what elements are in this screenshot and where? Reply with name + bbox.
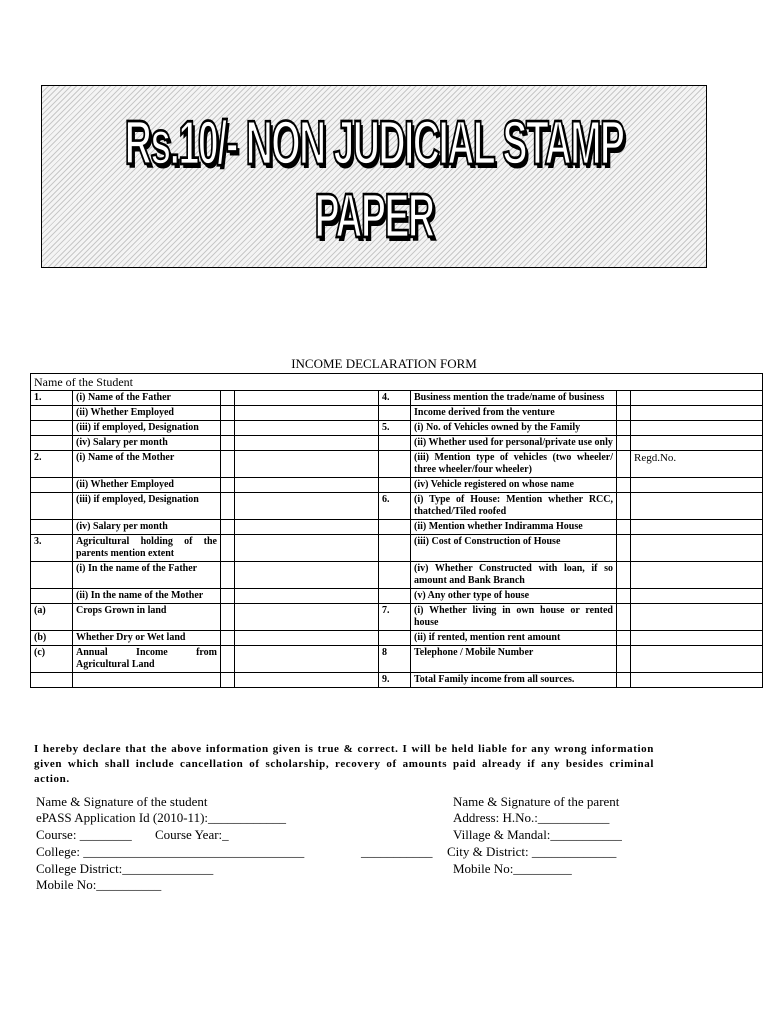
- left-item-number: [31, 493, 73, 520]
- right-answer-box[interactable]: [617, 406, 631, 421]
- right-item-label: (ii) Mention whether Indiramma House: [411, 520, 617, 535]
- right-answer-value[interactable]: [631, 493, 763, 520]
- parent-mobile-field: Mobile No:_________: [453, 861, 572, 876]
- left-answer-value[interactable]: [235, 589, 379, 604]
- right-answer-box[interactable]: [617, 391, 631, 406]
- form-row: [31, 520, 763, 535]
- right-item-number: [379, 631, 411, 646]
- right-answer-box[interactable]: [617, 589, 631, 604]
- right-item-number: [379, 406, 411, 421]
- right-item-number: 7.: [379, 604, 411, 631]
- right-answer-box[interactable]: [617, 478, 631, 493]
- left-answer-box[interactable]: [221, 646, 235, 673]
- right-item-number: 8: [379, 646, 411, 673]
- right-answer-value[interactable]: [631, 436, 763, 451]
- left-answer-box[interactable]: [221, 436, 235, 451]
- left-answer-box[interactable]: [221, 562, 235, 589]
- left-item-number: [31, 589, 73, 604]
- parent-address-field: Address: H.No.:___________: [453, 810, 610, 825]
- right-answer-value[interactable]: [631, 604, 763, 631]
- right-item-label: Business mention the trade/name of business: [411, 391, 617, 406]
- right-answer-value[interactable]: [631, 673, 763, 688]
- left-item-label: (iii) if employed, Designation: [73, 493, 221, 520]
- right-item-label: (iii) Cost of Construction of House: [411, 535, 617, 562]
- right-answer-box[interactable]: [617, 493, 631, 520]
- left-answer-box[interactable]: [221, 535, 235, 562]
- left-answer-box[interactable]: [221, 631, 235, 646]
- right-item-number: [379, 436, 411, 451]
- right-item-number: 5.: [379, 421, 411, 436]
- course-field: Course: ________: [36, 827, 132, 842]
- left-answer-box[interactable]: [221, 589, 235, 604]
- form-row: [31, 589, 763, 604]
- right-answer-value[interactable]: [631, 421, 763, 436]
- student-name-row: [31, 374, 763, 391]
- right-item-number: [379, 535, 411, 562]
- right-answer-value[interactable]: [631, 646, 763, 673]
- income-declaration-table: [30, 373, 763, 688]
- right-item-label: Total Family income from all sources.: [411, 673, 617, 688]
- form-title: INCOME DECLARATION FORM: [291, 356, 477, 371]
- village-mandal-field: Village & Mandal:___________: [453, 827, 622, 842]
- left-item-label: (iii) if employed, Designation: [73, 421, 221, 436]
- right-answer-box[interactable]: [617, 436, 631, 451]
- student-signature-label: Name & Signature of the student: [36, 794, 208, 809]
- right-item-label: (iii) Mention type of vehicles (two wheeler/ three wheeler/four wheeler): [411, 451, 617, 478]
- left-item-number: [31, 406, 73, 421]
- right-item-number: [379, 562, 411, 589]
- right-item-label: Income derived from the venture: [411, 406, 617, 421]
- form-row: [31, 604, 763, 631]
- left-answer-box[interactable]: [221, 451, 235, 478]
- left-answer-value[interactable]: [235, 646, 379, 673]
- left-answer-box[interactable]: [221, 421, 235, 436]
- right-item-label: Telephone / Mobile Number: [411, 646, 617, 673]
- left-item-label: (iv) Salary per month: [73, 520, 221, 535]
- right-item-label: (i) Type of House: Mention whether RCC, thatched/Tiled roofed: [411, 493, 617, 520]
- right-answer-value[interactable]: [631, 406, 763, 421]
- left-answer-value[interactable]: [235, 673, 379, 688]
- form-row: [31, 673, 763, 688]
- right-answer-box[interactable]: [617, 451, 631, 478]
- left-item-number: (a): [31, 604, 73, 631]
- right-item-number: [379, 451, 411, 478]
- form-row: [31, 562, 763, 589]
- right-answer-value[interactable]: [631, 535, 763, 562]
- right-item-label: (v) Any other type of house: [411, 589, 617, 604]
- left-item-number: [31, 421, 73, 436]
- epass-application-id: ePASS Application Id (2010-11):____________: [36, 810, 287, 825]
- form-row: [31, 391, 763, 406]
- left-answer-box[interactable]: [221, 493, 235, 520]
- left-item-label: (i) Name of the Father: [73, 391, 221, 406]
- left-item-label: (ii) Whether Employed: [73, 478, 221, 493]
- form-row: [31, 631, 763, 646]
- left-answer-value[interactable]: [235, 391, 379, 406]
- right-answer-box[interactable]: [617, 520, 631, 535]
- right-item-number: [379, 520, 411, 535]
- left-item-label: (ii) In the name of the Mother: [73, 589, 221, 604]
- form-row: [31, 478, 763, 493]
- right-item-label: (ii) if rented, mention rent amount: [411, 631, 617, 646]
- form-row: [31, 436, 763, 451]
- left-item-number: (c): [31, 646, 73, 673]
- left-item-label: Agricultural holding of the parents mention extent: [73, 535, 221, 562]
- left-answer-value[interactable]: [235, 562, 379, 589]
- left-answer-box[interactable]: [221, 391, 235, 406]
- left-item-number: 2.: [31, 451, 73, 478]
- form-row: [31, 406, 763, 421]
- right-answer-value[interactable]: [631, 562, 763, 589]
- left-item-number: [31, 436, 73, 451]
- right-answer-box[interactable]: [617, 604, 631, 631]
- city-district-field: City & District: _____________: [447, 844, 617, 859]
- left-item-label: (i) Name of the Mother: [73, 451, 221, 478]
- left-item-number: [31, 478, 73, 493]
- right-item-label: (i) No. of Vehicles owned by the Family: [411, 421, 617, 436]
- right-item-label: (iv) Whether Constructed with loan, if so amount and Bank Branch: [411, 562, 617, 589]
- left-answer-value[interactable]: [235, 451, 379, 478]
- left-answer-value[interactable]: [235, 406, 379, 421]
- left-answer-box[interactable]: [221, 478, 235, 493]
- form-row: [31, 493, 763, 520]
- right-answer-box[interactable]: [617, 631, 631, 646]
- right-item-label: (ii) Whether used for personal/private use only: [411, 436, 617, 451]
- college-field: College: __________________________________: [36, 844, 305, 859]
- left-item-number: 3.: [31, 535, 73, 562]
- left-answer-value[interactable]: [235, 535, 379, 562]
- left-item-label: Whether Dry or Wet land: [73, 631, 221, 646]
- left-answer-value[interactable]: [235, 421, 379, 436]
- right-answer-box[interactable]: [617, 421, 631, 436]
- college-field-extra: ___________: [361, 844, 433, 859]
- right-item-label: (i) Whether living in own house or rented house: [411, 604, 617, 631]
- left-answer-value[interactable]: [235, 604, 379, 631]
- right-answer-box[interactable]: [617, 535, 631, 562]
- right-answer-value[interactable]: [631, 391, 763, 406]
- right-item-number: [379, 478, 411, 493]
- right-answer-box[interactable]: [617, 646, 631, 673]
- declaration-text: I hereby declare that the above information given is true & correct. I will be held liable for any wrong information given which shall include cancellation of scholarship, recovery of amounts paid already if any besides criminal action.: [34, 743, 654, 785]
- left-answer-box[interactable]: [221, 673, 235, 688]
- left-answer-box[interactable]: [221, 406, 235, 421]
- right-answer-value[interactable]: [631, 631, 763, 646]
- left-item-number: [31, 673, 73, 688]
- student-name-label: Name of the Student: [31, 374, 763, 391]
- student-mobile-field: Mobile No:__________: [36, 877, 162, 892]
- stamp-paper-title: Rs.10/- NON JUDICIAL STAMP PAPER: [124, 107, 624, 251]
- left-item-label: [73, 673, 221, 688]
- left-item-number: [31, 520, 73, 535]
- form-row: [31, 421, 763, 436]
- left-item-number: [31, 562, 73, 589]
- course-year-field: Course Year:_: [155, 827, 229, 842]
- left-item-number: (b): [31, 631, 73, 646]
- left-item-label: (iv) Salary per month: [73, 436, 221, 451]
- left-item-label: Annual Income from Agricultural Land: [73, 646, 221, 673]
- left-item-label: (ii) Whether Employed: [73, 406, 221, 421]
- right-answer-value[interactable]: [631, 520, 763, 535]
- left-answer-value[interactable]: [235, 631, 379, 646]
- left-item-label: (i) In the name of the Father: [73, 562, 221, 589]
- left-answer-value[interactable]: [235, 436, 379, 451]
- left-answer-box[interactable]: [221, 604, 235, 631]
- right-item-number: 9.: [379, 673, 411, 688]
- right-item-label: (iv) Vehicle registered on whose name: [411, 478, 617, 493]
- right-item-number: [379, 589, 411, 604]
- left-answer-value[interactable]: [235, 478, 379, 493]
- right-answer-box[interactable]: [617, 562, 631, 589]
- right-answer-box[interactable]: [617, 673, 631, 688]
- college-district-field: College District:______________: [36, 861, 214, 876]
- parent-signature-label: Name & Signature of the parent: [453, 794, 620, 809]
- left-answer-value[interactable]: [235, 520, 379, 535]
- left-answer-box[interactable]: [221, 520, 235, 535]
- left-item-label: Crops Grown in land: [73, 604, 221, 631]
- left-answer-value[interactable]: [235, 493, 379, 520]
- right-item-number: 6.: [379, 493, 411, 520]
- form-row: [31, 646, 763, 673]
- stamp-paper-box: [41, 85, 707, 268]
- right-answer-value[interactable]: [631, 589, 763, 604]
- right-answer-value[interactable]: [631, 478, 763, 493]
- right-item-number: 4.: [379, 391, 411, 406]
- form-row: [31, 451, 763, 478]
- regd-no-label: Regd.No.: [631, 451, 763, 478]
- form-row: [31, 535, 763, 562]
- left-item-number: 1.: [31, 391, 73, 406]
